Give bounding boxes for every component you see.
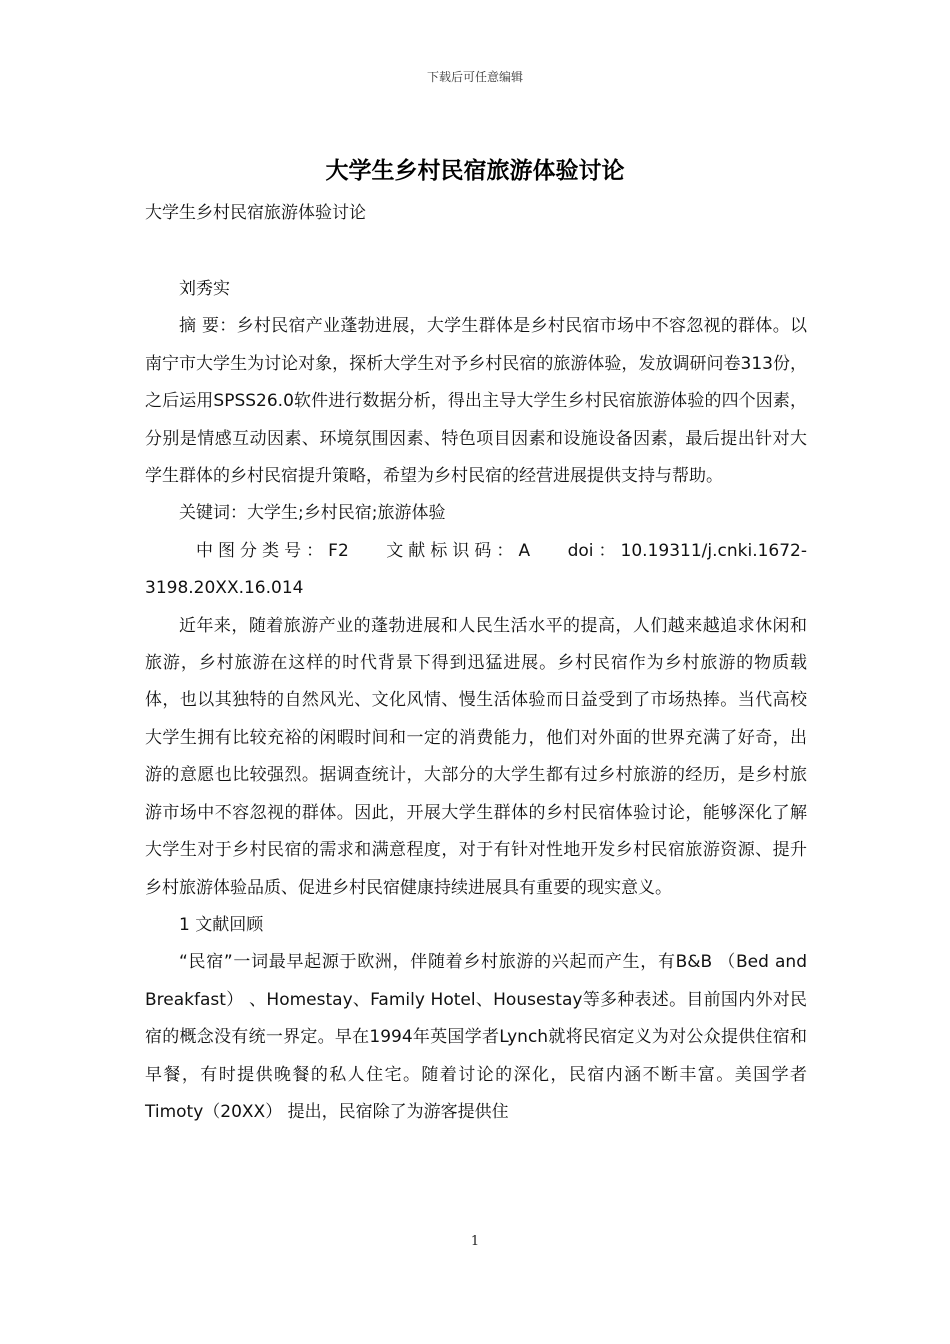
intro-paragraph: 近年来，随着旅游产业的蓬勃进展和人民生活水平的提高，人们越来越追求休闲和旅游，乡村旅游在这样的时代背景下得到迅猛进展。乡村民宿作为乡村旅游的物质载体，也以其独特的自然风光、文化风情、慢生活体验而日益受到了市场热捧。当代高校大学生拥有比较充裕的闲暇时间和一定的消费能力，他们对外面的世界充满了好奇，出游的意愿也比较强烈。据调查统计，大部分的大学生都有过乡村旅游的经历，是乡村旅游市场中不容忽视的群体。因此，开展大学生群体的乡村民宿体验讨论，能够深化了解大学生对于乡村民宿的需求和满意程度，对于有针对性地开发乡村民宿旅游资源、提升乡村旅游体验品质、促进乡村民宿健康持续进展具有重要的现实意义。 bbox=[145, 615, 807, 898]
review-paragraph: “民宿”一词最早起源于欧洲，伴随着乡村旅游的兴起而产生，有B&B （Bed and Breakfast） 、Homestay、Family Hotel、Housestay等多种表述。目前国内外对民宿的概念没有统一界定。早在1994年英国学者Lynch就将民宿定义为对公众提供住宿和早餐，有时提供晚餐的私人住宅。随着讨论的深化，民宿内涵不断丰富。美国学者 Timoty（20XX） 提出，民宿除了为游客提供住 bbox=[145, 952, 807, 1122]
document-title: 大学生乡村民宿旅游体验讨论 bbox=[325, 158, 625, 184]
classification-line: 中图分类号：F2 文献标识码：A doi：10.19311/j.cnki.1672-3198.20XX.16.014 bbox=[145, 540, 807, 599]
page-number: 1 bbox=[470, 1234, 480, 1249]
abstract-paragraph: 摘 要：乡村民宿产业蓬勃进展，大学生群体是乡村民宿市场中不容忽视的群体。以南宁市大学生为讨论对象，探析大学生对予乡村民宿的旅游体验，发放调研问卷313份，之后运用SPSS26.0软件进行数据分析，得出主导大学生乡村民宿旅游体验的四个因素，分别是情感互动因素、环境氛围因素、特色项目因素和设施设备因素，最后提出针对大学生群体的乡村民宿提升策略，希望为乡村民宿的经营进展提供支持与帮助。 bbox=[145, 316, 807, 487]
keywords-line: 关键词：大学生;乡村民宿;旅游体验 bbox=[179, 503, 446, 524]
author-line: 刘秀实 bbox=[179, 279, 230, 299]
document-body bbox=[145, 271, 807, 1131]
section-heading: 1 文献回顾 bbox=[179, 914, 264, 935]
header-note: 下载后可任意编辑 bbox=[426, 70, 523, 84]
document-subtitle: 大学生乡村民宿旅游体验讨论 bbox=[145, 203, 366, 223]
